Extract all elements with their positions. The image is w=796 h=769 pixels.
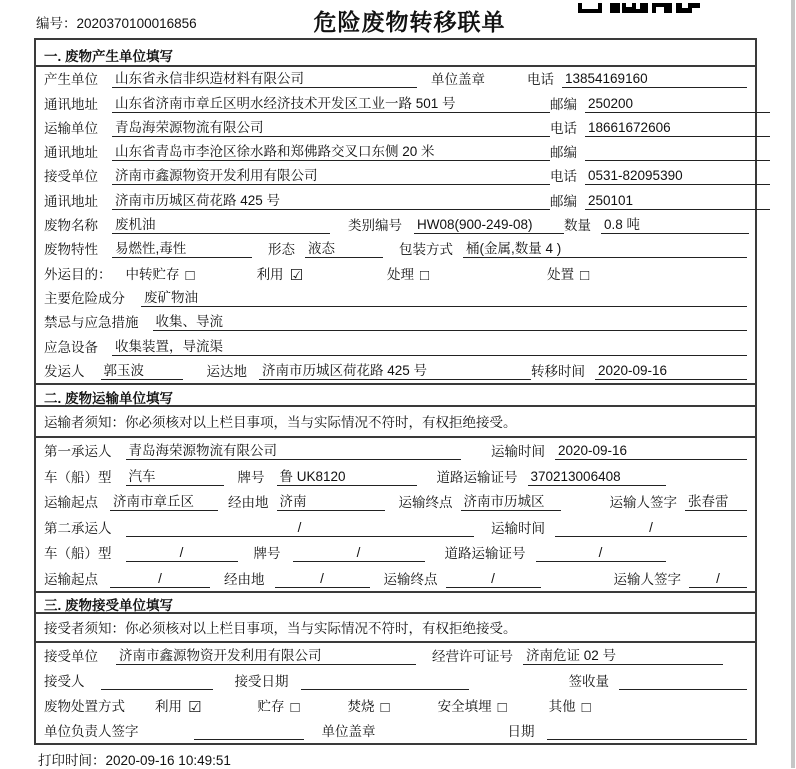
- vehicle-label: 车（船）型: [44, 469, 112, 485]
- generator-value: 山东省永信非织造材料有限公司: [112, 67, 417, 88]
- row-receiver: [36, 164, 755, 188]
- generator-address: 山东省济南市章丘区明水经济技术开发区工业一路 501 号: [112, 92, 550, 113]
- plate1-value: 鲁 UK8120: [277, 465, 417, 486]
- signed-qty-value: [619, 673, 747, 690]
- via1-value: 济南: [277, 490, 385, 511]
- row-vehicle1: [36, 463, 755, 489]
- acceptor-value: [101, 673, 213, 690]
- carrier2-label: 第二承运人: [44, 520, 112, 536]
- terminus2-value: /: [446, 571, 541, 588]
- disposal-option-incinerate: [348, 695, 390, 715]
- checkbox-icon: □: [185, 266, 195, 284]
- disposal-option-landfill: [438, 695, 507, 715]
- license1-value: 370213006408: [528, 469, 666, 486]
- terminus1-value: 济南市历城区: [461, 490, 561, 511]
- chief-sign-label: 单位负责人签字: [44, 723, 139, 739]
- origin-label: 运输起点: [44, 495, 98, 511]
- carrier1-value: 青岛海荣源物流有限公司: [126, 439, 461, 460]
- row-transporter-address: [36, 140, 755, 164]
- waste-name-value: 废机油: [112, 213, 330, 234]
- carrier-sign-label: 运输人签字: [609, 495, 677, 511]
- option-label: 利用: [256, 266, 284, 282]
- manifest-form: [34, 38, 757, 745]
- page-edge: [791, 0, 795, 768]
- disposal-option-utilize: [155, 695, 201, 715]
- row-waste-name: [36, 213, 755, 237]
- row-accept-unit: [36, 643, 755, 668]
- row-carrier2: [36, 514, 755, 540]
- section2-header: 二. 废物运输单位填写: [36, 383, 755, 407]
- option-label: 中转贮存: [125, 266, 180, 282]
- zip-label: 邮编: [550, 145, 577, 161]
- checkbox-icon: □: [290, 698, 300, 716]
- print-time-value: 2020-09-16 10:49:51: [105, 753, 231, 768]
- transporter-zip: [585, 144, 770, 161]
- receiver-value: 济南市鑫源物资开发利用有限公司: [112, 164, 550, 185]
- print-time-label: 打印时间：: [38, 753, 106, 768]
- purpose-option-treat: [387, 263, 429, 283]
- license2-value: /: [536, 545, 666, 562]
- purpose-label: 外运目的：: [44, 266, 112, 282]
- shipper-label: 发运人: [44, 363, 85, 379]
- checkbox-icon: □: [497, 698, 507, 716]
- accept-date-label: 接受日期: [234, 673, 289, 689]
- packing-value: 桶(金属,数量 4 ): [463, 237, 747, 258]
- unit-seal-label: 单位盖章: [321, 723, 376, 739]
- checkbox-checked-icon: ☑: [188, 698, 202, 716]
- row-chief-sign: [36, 718, 755, 743]
- measures-label: 禁忌与应急措施: [44, 315, 139, 331]
- receiver-zip: 250101: [585, 193, 770, 210]
- quantity-label: 数量: [564, 218, 591, 234]
- quantity-value: 0.8 吨: [601, 213, 749, 234]
- address-label: 通讯地址: [44, 96, 98, 112]
- row-disposal: [36, 693, 755, 718]
- permit-label: 经营许可证号: [432, 648, 513, 664]
- terminus-label: 运输终点: [398, 495, 453, 511]
- chief-sign-value: [194, 723, 304, 740]
- carrier1-label: 第一承运人: [44, 444, 112, 460]
- generator-label: 产生单位: [44, 72, 98, 88]
- transfer-time-value: 2020-09-16: [595, 363, 747, 380]
- plate2-value: /: [293, 545, 425, 562]
- checkbox-checked-icon: ☑: [289, 266, 304, 284]
- trait-label: 废物特性: [44, 242, 98, 258]
- plate-label: 牌号: [253, 546, 281, 562]
- transfer-time-label: 转移时间: [531, 363, 585, 379]
- document-header: [0, 0, 796, 38]
- transport-time2-value: /: [555, 520, 747, 537]
- section3-header: 三. 废物接受单位填写: [36, 591, 755, 614]
- row-purpose: [36, 261, 755, 285]
- row-carrier1: [36, 438, 755, 464]
- row-equipment: [36, 334, 755, 358]
- via-label: 经由地: [228, 495, 269, 511]
- serial-number-line: [36, 12, 197, 32]
- row-measures: [36, 310, 755, 334]
- row-vehicle2: [36, 540, 755, 566]
- hazard-value: 废矿物油: [141, 286, 747, 307]
- origin2-value: /: [110, 571, 210, 588]
- shipper-value: 郭玉波: [101, 359, 183, 380]
- trait-value: 易燃性,毒性: [112, 237, 252, 258]
- vehicle1-value: 汽车: [126, 465, 224, 486]
- destination-value: 济南市历城区荷花路 425 号: [259, 359, 531, 380]
- terminus-label: 运输终点: [383, 571, 438, 587]
- seal-date-value: [547, 723, 748, 740]
- row-route2: [36, 565, 755, 591]
- waste-name-label: 废物名称: [44, 218, 98, 234]
- transporter-address: 山东省青岛市李沧区徐水路和郑佛路交叉口东侧 20 米: [112, 140, 550, 161]
- phone-label: 电话: [527, 72, 554, 88]
- row-generator: [36, 67, 755, 91]
- accept-unit-label: 接受单位: [44, 648, 98, 664]
- measures-value: 收集、导流: [153, 310, 748, 331]
- row-generator-address: [36, 91, 755, 115]
- road-license-label: 道路运输证号: [436, 469, 518, 485]
- accept-date-value: [301, 673, 469, 690]
- receiver-notice: 接受者须知：你必须核对以上栏目事项，当与实际情况不符时，有权拒绝接受。: [36, 614, 755, 643]
- option-label: 处置: [547, 266, 575, 282]
- origin1-value: 济南市章丘区: [110, 490, 218, 511]
- row-shipper: [36, 359, 755, 383]
- row-waste-trait: [36, 237, 755, 261]
- checkbox-icon: □: [380, 698, 390, 716]
- phone-label: 电话: [550, 120, 577, 136]
- equipment-label: 应急设备: [44, 339, 98, 355]
- acceptor-label: 接受人: [44, 673, 85, 689]
- checkbox-icon: □: [581, 698, 591, 716]
- row-transporter: [36, 116, 755, 140]
- transporter-notice: 运输者须知：你必须核对以上栏目事项，当与实际情况不符时，有权拒绝接受。: [36, 407, 755, 438]
- option-label: 其他: [548, 698, 576, 714]
- origin-label: 运输起点: [44, 571, 98, 587]
- form-value: 液态: [305, 237, 383, 258]
- option-label: 贮存: [257, 698, 285, 714]
- hazard-label: 主要危险成分: [44, 290, 125, 306]
- via2-value: /: [275, 571, 370, 588]
- transport-time-label: 运输时间: [491, 520, 545, 536]
- accept-unit-value: 济南市鑫源物资开发利用有限公司: [116, 644, 416, 665]
- disposal-label: 废物处置方式: [44, 698, 125, 714]
- transporter-value: 青岛海荣源物流有限公司: [112, 116, 550, 137]
- disposal-option-storage: [257, 695, 299, 715]
- packing-label: 包装方式: [399, 242, 453, 258]
- carrier-sign-label: 运输人签字: [613, 571, 681, 587]
- receiver-phone: 0531-82095390: [585, 168, 770, 185]
- equipment-value: 收集装置，导流渠: [112, 335, 747, 356]
- destination-label: 运达地: [206, 363, 247, 379]
- generator-zip: 250200: [585, 96, 770, 113]
- disposal-option-other: [549, 695, 591, 715]
- section1-header: 一. 废物产生单位填写: [36, 40, 755, 67]
- via-label: 经由地: [224, 571, 265, 587]
- purpose-option-transfer-storage: [126, 263, 195, 283]
- form-label: 形态: [268, 242, 295, 258]
- checkbox-icon: □: [420, 266, 430, 284]
- row-route1: [36, 489, 755, 515]
- category-value: HW08(900-249-08): [414, 217, 564, 234]
- option-label: 利用: [155, 698, 182, 714]
- road-license-label: 道路运输证号: [444, 546, 526, 562]
- signed-qty-label: 签收量: [568, 673, 609, 689]
- transport-time1-value: 2020-09-16: [555, 443, 747, 460]
- option-label: 处理: [387, 266, 415, 282]
- vehicle2-value: /: [126, 545, 238, 562]
- date-label: 日期: [507, 723, 535, 739]
- receiver-label: 接受单位: [44, 169, 98, 185]
- plate-label: 牌号: [237, 469, 265, 485]
- category-label: 类别编号: [348, 218, 402, 234]
- vehicle-label: 车（船）型: [44, 546, 112, 562]
- sign2-value: /: [689, 571, 747, 588]
- zip-label: 邮编: [550, 96, 577, 112]
- option-label: 焚烧: [347, 698, 375, 714]
- permit-value: 济南危证 02 号: [523, 644, 723, 665]
- transporter-phone: 18661672606: [585, 120, 770, 137]
- option-label: 安全填埋: [437, 698, 492, 714]
- generator-phone: 13854169160: [562, 71, 747, 88]
- purpose-option-dispose: [547, 263, 589, 283]
- address-label: 通讯地址: [44, 145, 98, 161]
- serial-number: 2020370100016856: [76, 16, 197, 31]
- row-hazard: [36, 286, 755, 310]
- print-time-line: [38, 749, 231, 769]
- serial-label: 编号：: [36, 16, 77, 31]
- phone-label: 电话: [550, 169, 577, 185]
- unit-seal-label: 单位盖章: [431, 72, 485, 88]
- qr-code-fragment-icon: [578, 0, 700, 18]
- receiver-address: 济南市历城区荷花路 425 号: [112, 189, 550, 210]
- sign1-value: 张春雷: [685, 490, 747, 511]
- row-receiver-address: [36, 188, 755, 212]
- transporter-label: 运输单位: [44, 120, 98, 136]
- address-label: 通讯地址: [44, 193, 98, 209]
- purpose-option-utilize: [257, 263, 303, 283]
- page-title: 危险废物转移联单: [313, 9, 506, 35]
- checkbox-icon: □: [580, 266, 590, 284]
- row-acceptor: [36, 668, 755, 693]
- zip-label: 邮编: [550, 193, 577, 209]
- transport-time-label: 运输时间: [491, 444, 545, 460]
- carrier2-value: /: [126, 520, 474, 537]
